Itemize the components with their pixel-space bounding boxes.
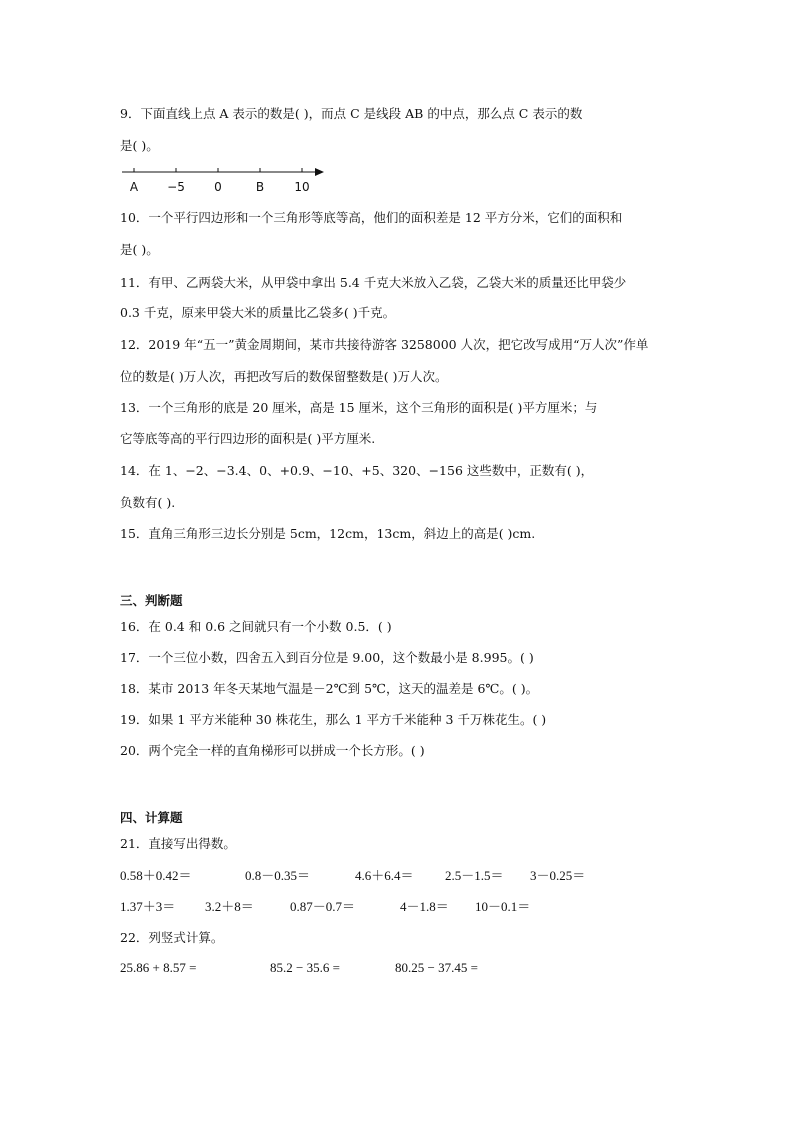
calc-row-2: [120, 896, 530, 915]
question-15: 15．直角三角形三边长分别是 5cm，12cm，13cm，斜边上的高是( )cm.: [120, 526, 536, 541]
section-3-heading: 三、判断题: [120, 593, 183, 608]
calc-item: 4.6＋6.4＝: [355, 868, 414, 883]
number-line: [120, 165, 330, 197]
number-line-arrow: [315, 168, 324, 176]
question-21: 21．直接写出得数。: [120, 836, 236, 851]
question-22: 22．列竖式计算。: [120, 930, 224, 945]
calc-item: 10－0.1＝: [475, 899, 531, 914]
calc-row-1: [120, 865, 585, 884]
label-a: A: [129, 180, 139, 194]
calc-item: 0.87－0.7＝: [290, 899, 356, 914]
question-14-line2: 负数有( ).: [120, 495, 176, 510]
calc-item: 0.58＋0.42＝: [120, 868, 192, 883]
question-14-line1: 14．在 1、−2、−3.4、0、+0.9、−10、+5、320、−156 这些数中，正数有( )，: [120, 463, 594, 478]
question-13-line2: 它等底等高的平行四边形的面积是( )平方厘米.: [120, 431, 376, 446]
calc-item: 4－1.8＝: [400, 899, 449, 914]
question-10-line1: 10．一个平行四边形和一个三角形等底等高，他们的面积差是 12 平方分米，它们的面积和: [120, 210, 623, 225]
calc-item: 25.86 + 8.57 =: [120, 960, 197, 975]
question-20: 20．两个完全一样的直角梯形可以拼成一个长方形。( ): [120, 743, 425, 758]
calc-item: 2.5－1.5＝: [445, 868, 504, 883]
calc-item: 1.37＋3＝: [120, 899, 176, 914]
question-13-line1: 13．一个三角形的底是 20 厘米，高是 15 厘米，这个三角形的面积是( )平方厘米；与: [120, 400, 598, 415]
question-19: 19．如果 1 平方米能种 30 株花生，那么 1 平方千米能种 3 千万株花生。( ): [120, 712, 547, 727]
calc-item: 3－0.25＝: [530, 868, 586, 883]
calc-item: 3.2＋8＝: [205, 899, 254, 914]
question-11-line1: 11．有甲、乙两袋大米，从甲袋中拿出 5.4 千克大米放入乙袋，乙袋大米的质量还比甲袋少: [120, 275, 627, 290]
question-12-line2: 位的数是( )万人次，再把改写后的数保留整数是( )万人次。: [120, 369, 448, 384]
calc-item: 0.8－0.35＝: [245, 868, 311, 883]
question-16: 16．在 0.4 和 0.6 之间就只有一个小数 0.5．( ): [120, 619, 392, 634]
question-11-line2: 0.3 千克，原来甲袋大米的质量比乙袋多( )千克。: [120, 305, 396, 320]
label-0: 0: [214, 180, 222, 194]
calc-item: 85.2 − 35.6 =: [270, 960, 340, 975]
section-4-heading: 四、计算题: [120, 810, 183, 825]
label-10: 10: [294, 180, 310, 194]
question-12-line1: 12．2019 年“五一”黄金周期间，某市共接待游客 3258000 人次，把它改写成用“万人次”作单: [120, 337, 649, 352]
label-b: B: [255, 180, 265, 194]
number-line-figure: [120, 165, 330, 197]
question-9-line2: 是( )。: [120, 138, 159, 153]
question-18: 18．某市 2013 年冬天某地气温是－2℃到 5℃，这天的温差是 6℃。( )。: [120, 681, 539, 696]
label-minus5: −5: [167, 180, 185, 194]
calc-item: 80.25 − 37.45 =: [395, 960, 478, 975]
calc-row-3: [120, 960, 478, 976]
question-9-line1: 9．下面直线上点 A 表示的数是( )，而点 C 是线段 AB 的中点，那么点 C 表示的数: [120, 106, 583, 121]
question-17: 17．一个三位小数，四舍五入到百分位是 9.00，这个数最小是 8.995。( ): [120, 650, 534, 665]
question-10-line2: 是( )。: [120, 242, 159, 257]
